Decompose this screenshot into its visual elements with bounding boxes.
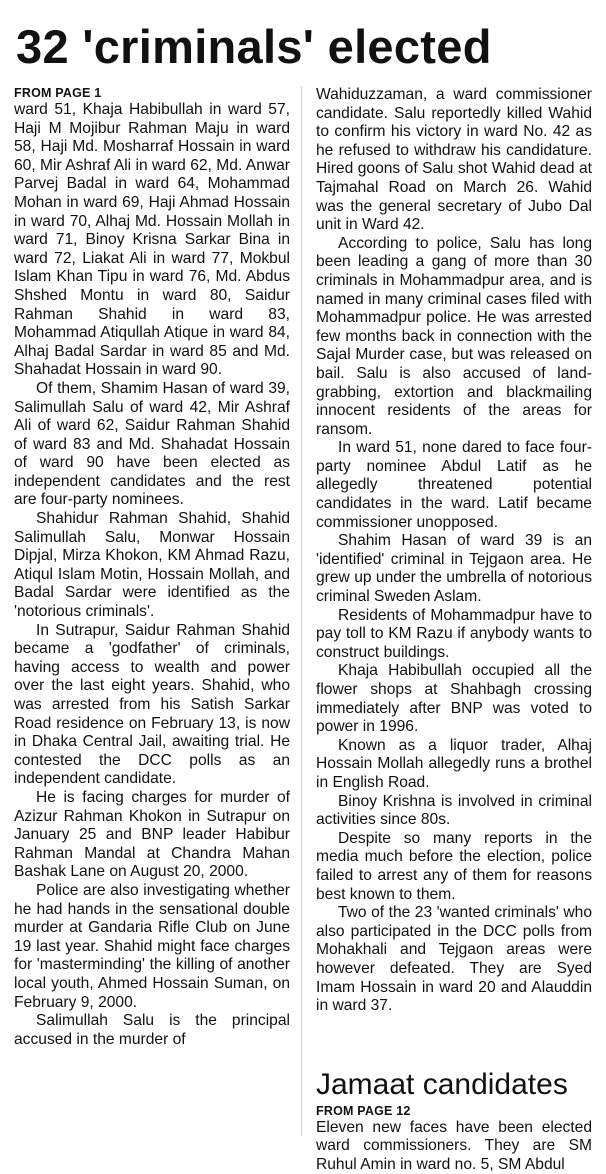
paragraph: Shahim Hasan of ward 39 is an 'identified' criminal in Tejgaon area. He grew up under the umbrella of notorious criminal Sweden Aslam.: [316, 532, 592, 606]
paragraph: Police are also investigating whether he had hands in the sensational double murder at Gandaria Rifle Club on June 19 last year. Shahid might face charges for 'masterminding' the killing of another local youth, Ahmed Hossain Suman, on February 9, 2000.: [14, 881, 290, 1011]
paragraph: ward 51, Khaja Habibullah in ward 57, Haji M Mojibur Rahman Maju in ward 58, Haji Md. Mosharraf Hossain in ward 60, Mir Ashraf Ali in ward 62, Md. Anwar Parvej Badal in ward 64, Mohammad Mohan in ward 69, Haji Ahmad Hossain in ward 70, Alhaj Md. Hossain Mollah in ward 71, Binoy Krisna Sarkar Bina in ward 72, Liakat Ali in ward 77, Mokbul Islam Khan Tipu in ward 76, Md. Abdus Shshed Montu in ward 80, Saidur Rahman Shahid in ward 83, Mohammad Atiqullah Atique in ward 84, Alhaj Badal Sardar in ward 85 and Md. Shahadat Hossain in ward 90.: [14, 101, 290, 379]
headline: 32 'criminals' elected: [16, 20, 492, 73]
paragraph: Eleven new faces have been elected ward commissioners. They are SM Ruhul Amin in ward no. 5, SM Abdul: [316, 1118, 592, 1173]
paragraph: Despite so many reports in the media much before the election, police failed to arrest any of them for reasons best known to them.: [316, 829, 592, 903]
second-headline: Jamaat candidates: [316, 1067, 568, 1101]
paragraph: Of them, Shamim Hasan of ward 39, Salimullah Salu of ward 42, Mir Ashraf Ali of ward 62, Saidur Rahman Shahid of ward 83 and Md. Shahadat Hossain of ward 90 have been elected as independent candidates and the rest are four-party nominees.: [14, 379, 290, 509]
paragraph: According to police, Salu has long been leading a gang of more than 30 criminals in Mohammadpur area, and is named in many criminal cases filed with Mohammadpur police. He was arrested few months back in connection with the Sajal Murder case, but was released on bail. Salu is also accused of land-grabbing, extortion and blackmailing innocent residents of the areas for ransom.: [316, 234, 592, 438]
paragraph: Two of the 23 'wanted criminals' who also participated in the DCC polls from Mohakhali and Tejgaon areas were however defeated. They are Syed Imam Hossain in ward 20 and Alauddin in ward 37.: [316, 904, 592, 1015]
kicker: FROM PAGE 1: [14, 86, 102, 100]
paragraph: Binoy Krishna is involved in criminal activities since 80s.: [316, 792, 592, 829]
right-column: [316, 86, 592, 1174]
paragraph: Shahidur Rahman Shahid, Shahid Salimullah Salu, Monwar Hossain Dipjal, Mirza Khokon, KM Ahmad Razu, Atiqul Islam Motin, Hossain Mollah, and Badal Sardar were identified as the 'notorious criminals'.: [14, 510, 290, 621]
paragraph: Salimullah Salu is the principal accused in the murder of: [14, 1012, 290, 1048]
second-kicker: FROM PAGE 12: [316, 1103, 411, 1118]
column-divider: [301, 86, 302, 1136]
paragraph: In Sutrapur, Saidur Rahman Shahid became a 'godfather' of criminals, having access to wealth and power over the last eight years. Shahid, who was arrested from his Satish Sarkar Road residence on February 13, is now in Dhaka Central Jail, awaiting trial. He contested the DCC polls as an independent candidate.: [14, 621, 290, 788]
paragraph: He is facing charges for murder of Azizur Rahman Khokon in Sutrapur on January 25 and BNP leader Habibur Rahman Mandal at Chandra Mahan Bashak Lane on August 20, 2000.: [14, 788, 290, 881]
paragraph: Wahiduzzaman, a ward commissioner candidate. Salu reportedly killed Wahid to confirm his victory in ward No. 42 as he refused to withdraw his candidature. Hired goons of Salu shot Wahid dead at Tajmahal Road on March 26. Wahid was the general secretary of Jubo Dal unit in Ward 42.: [316, 86, 592, 234]
paragraph: Khaja Habibullah occupied all the flower shops at Shahbagh crossing immediately after BNP was voted to power in 1996.: [316, 662, 592, 736]
paragraph: Residents of Mohammadpur have to pay toll to KM Razu if anybody wants to construct buildings.: [316, 606, 592, 661]
paragraph: Known as a liquor trader, Alhaj Hossain Mollah allegedly runs a brothel in English Road.: [316, 736, 592, 791]
left-column: [14, 86, 290, 1049]
paragraph: In ward 51, none dared to face four-party nominee Abdul Latif as he allegedly threatened potential candidates in the ward. Latif became commissioner unopposed.: [316, 439, 592, 531]
